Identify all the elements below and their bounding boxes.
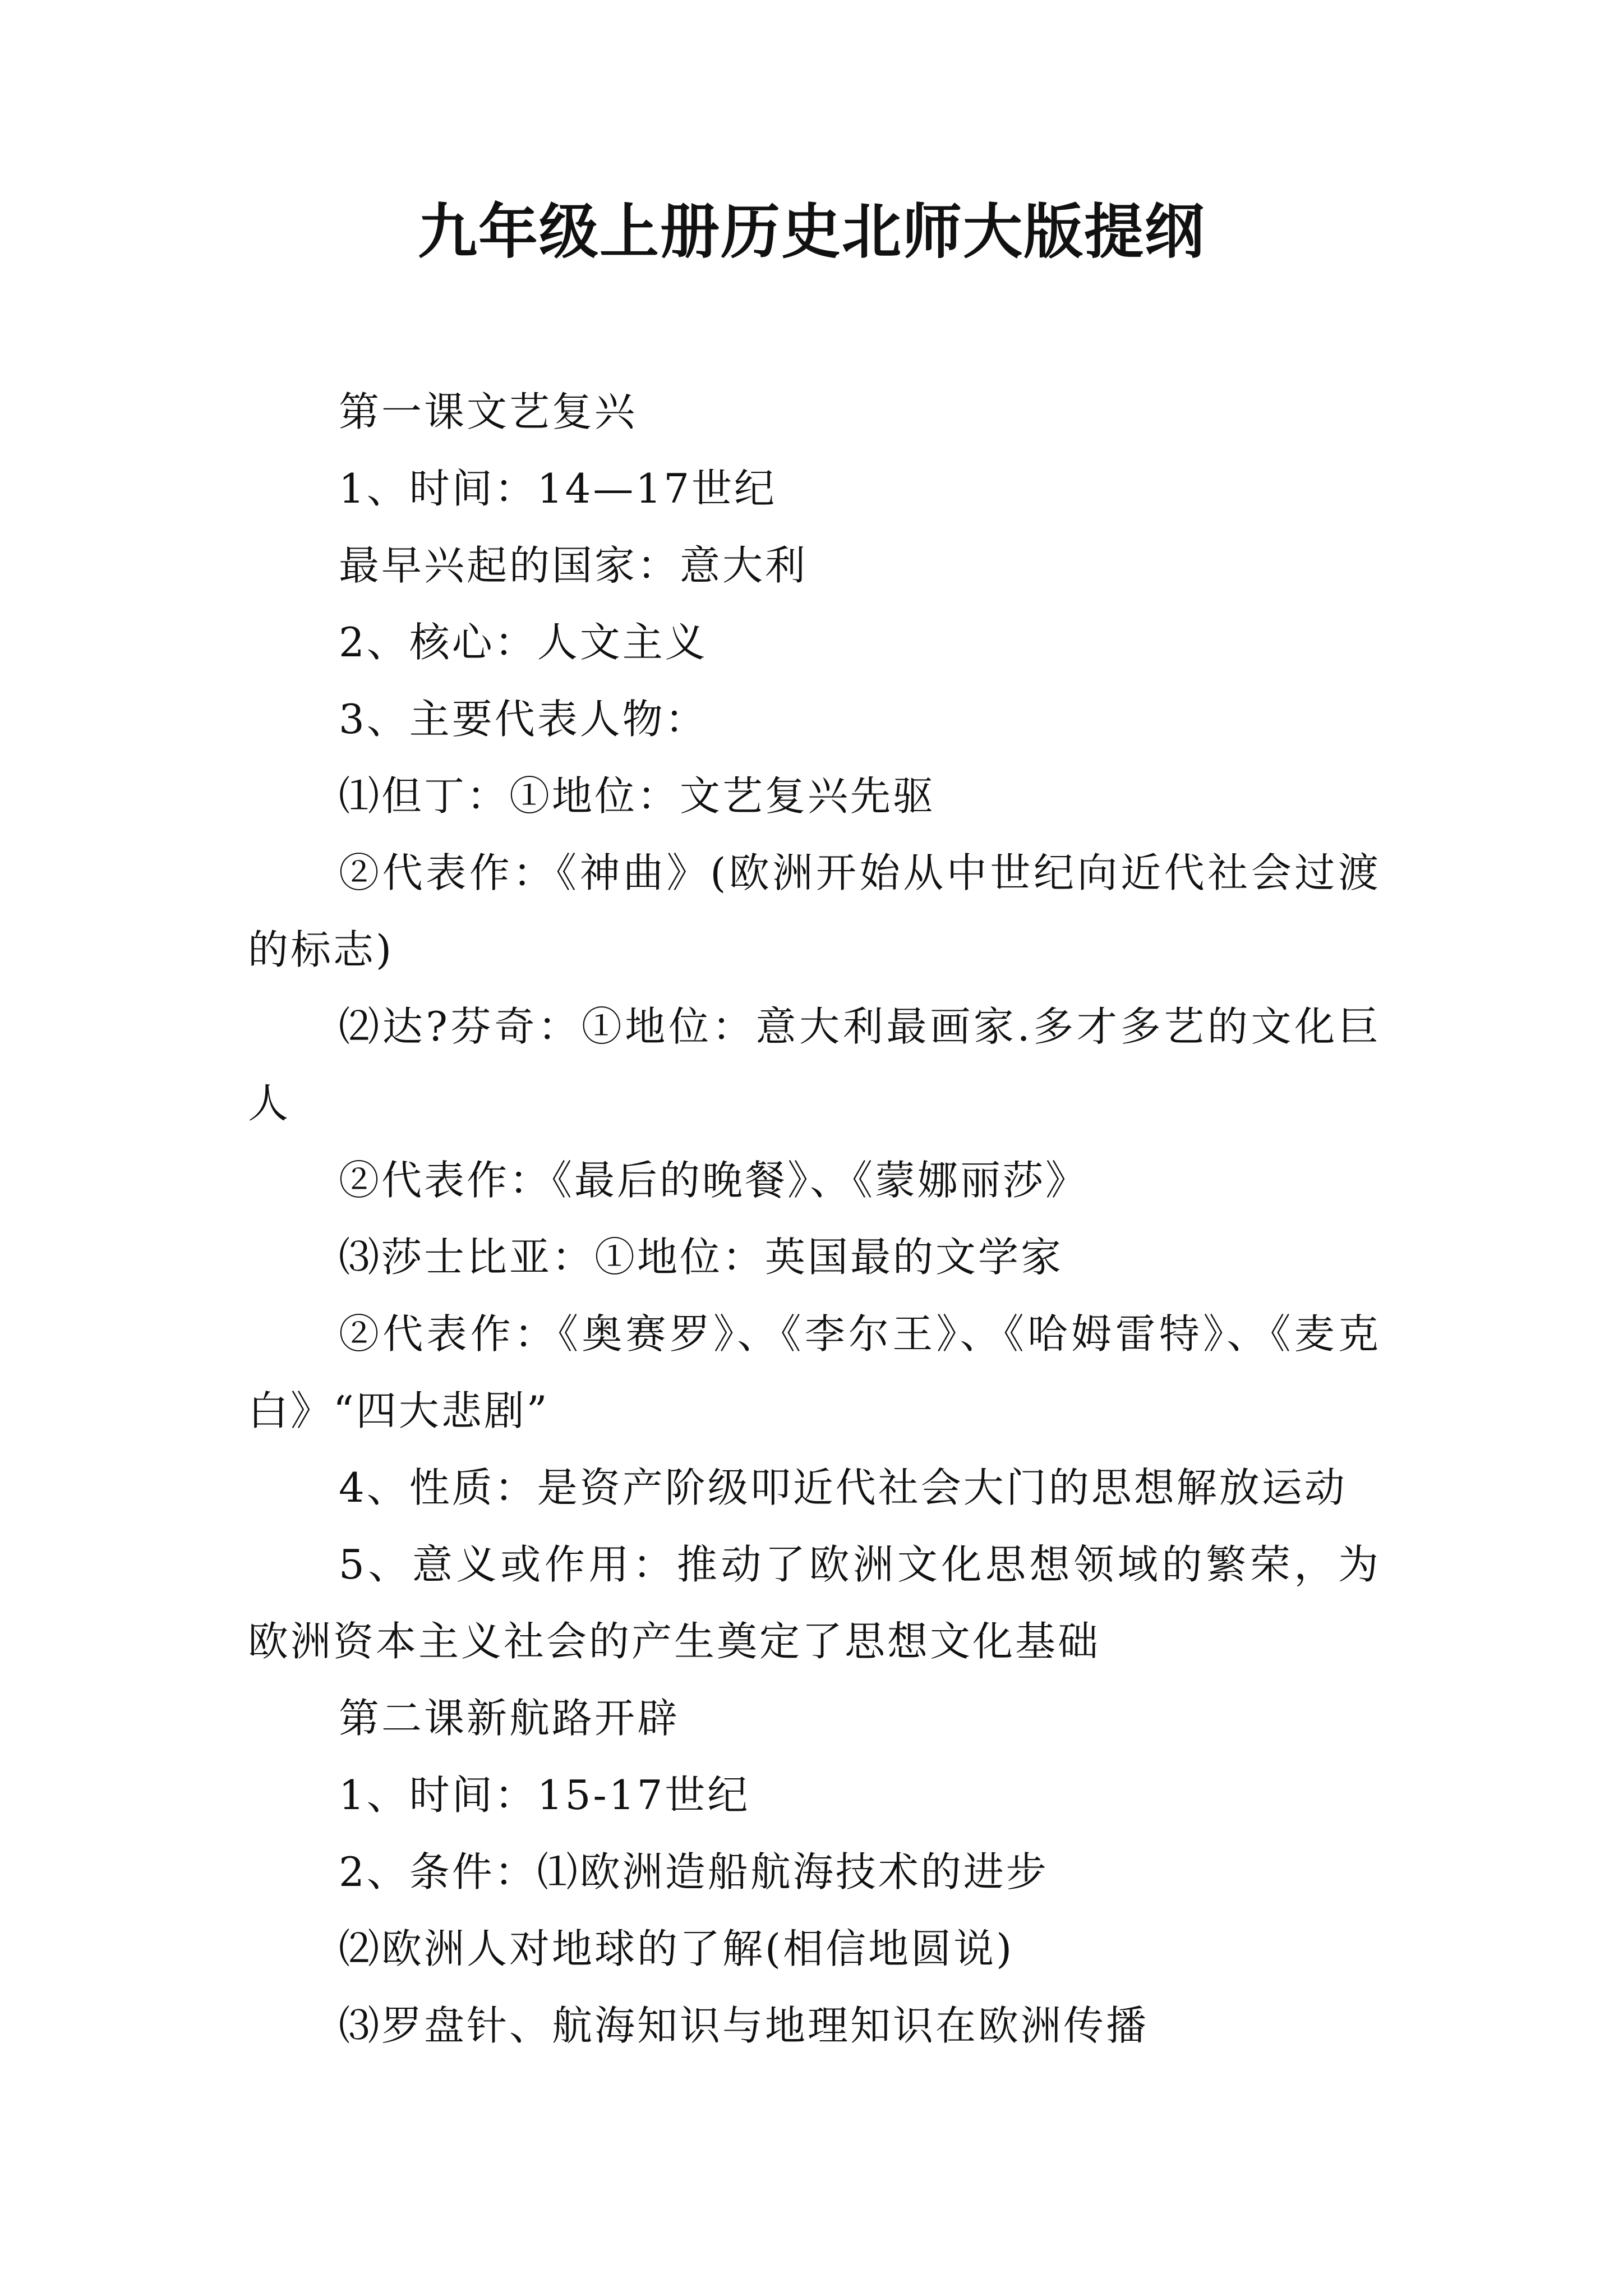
paragraph: ②代表作：《神曲》(欧洲开始从中世纪向近代社会过渡的标志) xyxy=(248,849,1381,973)
paragraph: ⑶罗盘针、航海知识与地理知识在欧洲传播 xyxy=(339,2002,1149,2049)
paragraph: 2、条件：⑴欧洲造船航海技术的进步 xyxy=(339,1848,1049,1895)
paragraph: 3、主要代表人物： xyxy=(339,696,708,743)
paragraph: 4、性质：是资产阶级叩近代社会大门的思想解放运动 xyxy=(339,1464,1347,1511)
document-body xyxy=(248,374,1381,2064)
paragraph: 最早兴起的国家：意大利 xyxy=(339,542,808,589)
paragraph: ⑵欧洲人对地球的了解(相信地圆说) xyxy=(339,1925,1015,1972)
paragraph: 1、时间：14—17世纪 xyxy=(339,465,777,512)
lesson-heading: 第二课新航路开辟 xyxy=(339,1695,680,1742)
paragraph: ⑴但丁：①地位：文艺复兴先驱 xyxy=(339,772,936,820)
paragraph: 5、意义或作用：推动了欧洲文化思想领域的繁荣，为欧洲资本主义社会的产生奠定了思想文化基础 xyxy=(248,1541,1381,1665)
document-title: 九年级上册历史北师大版提纲 xyxy=(418,196,1205,266)
paragraph: ②代表作：《奥赛罗》、《李尔王》、《哈姆雷特》、《麦克白》“四大悲剧” xyxy=(248,1310,1381,1434)
paragraph: ⑵达?芬奇：①地位：意大利最画家.多才多艺的文化巨人 xyxy=(248,1003,1381,1127)
paragraph: ⑶莎士比亚：①地位：英国最的文学家 xyxy=(339,1234,1064,1281)
paragraph: 1、时间：15-17世纪 xyxy=(339,1772,750,1819)
lesson-heading: 第一课文艺复兴 xyxy=(339,388,638,435)
paragraph: 2、核心：人文主义 xyxy=(339,619,708,666)
paragraph: ②代表作：《最后的晚餐》、《蒙娜丽莎》 xyxy=(339,1157,1089,1204)
